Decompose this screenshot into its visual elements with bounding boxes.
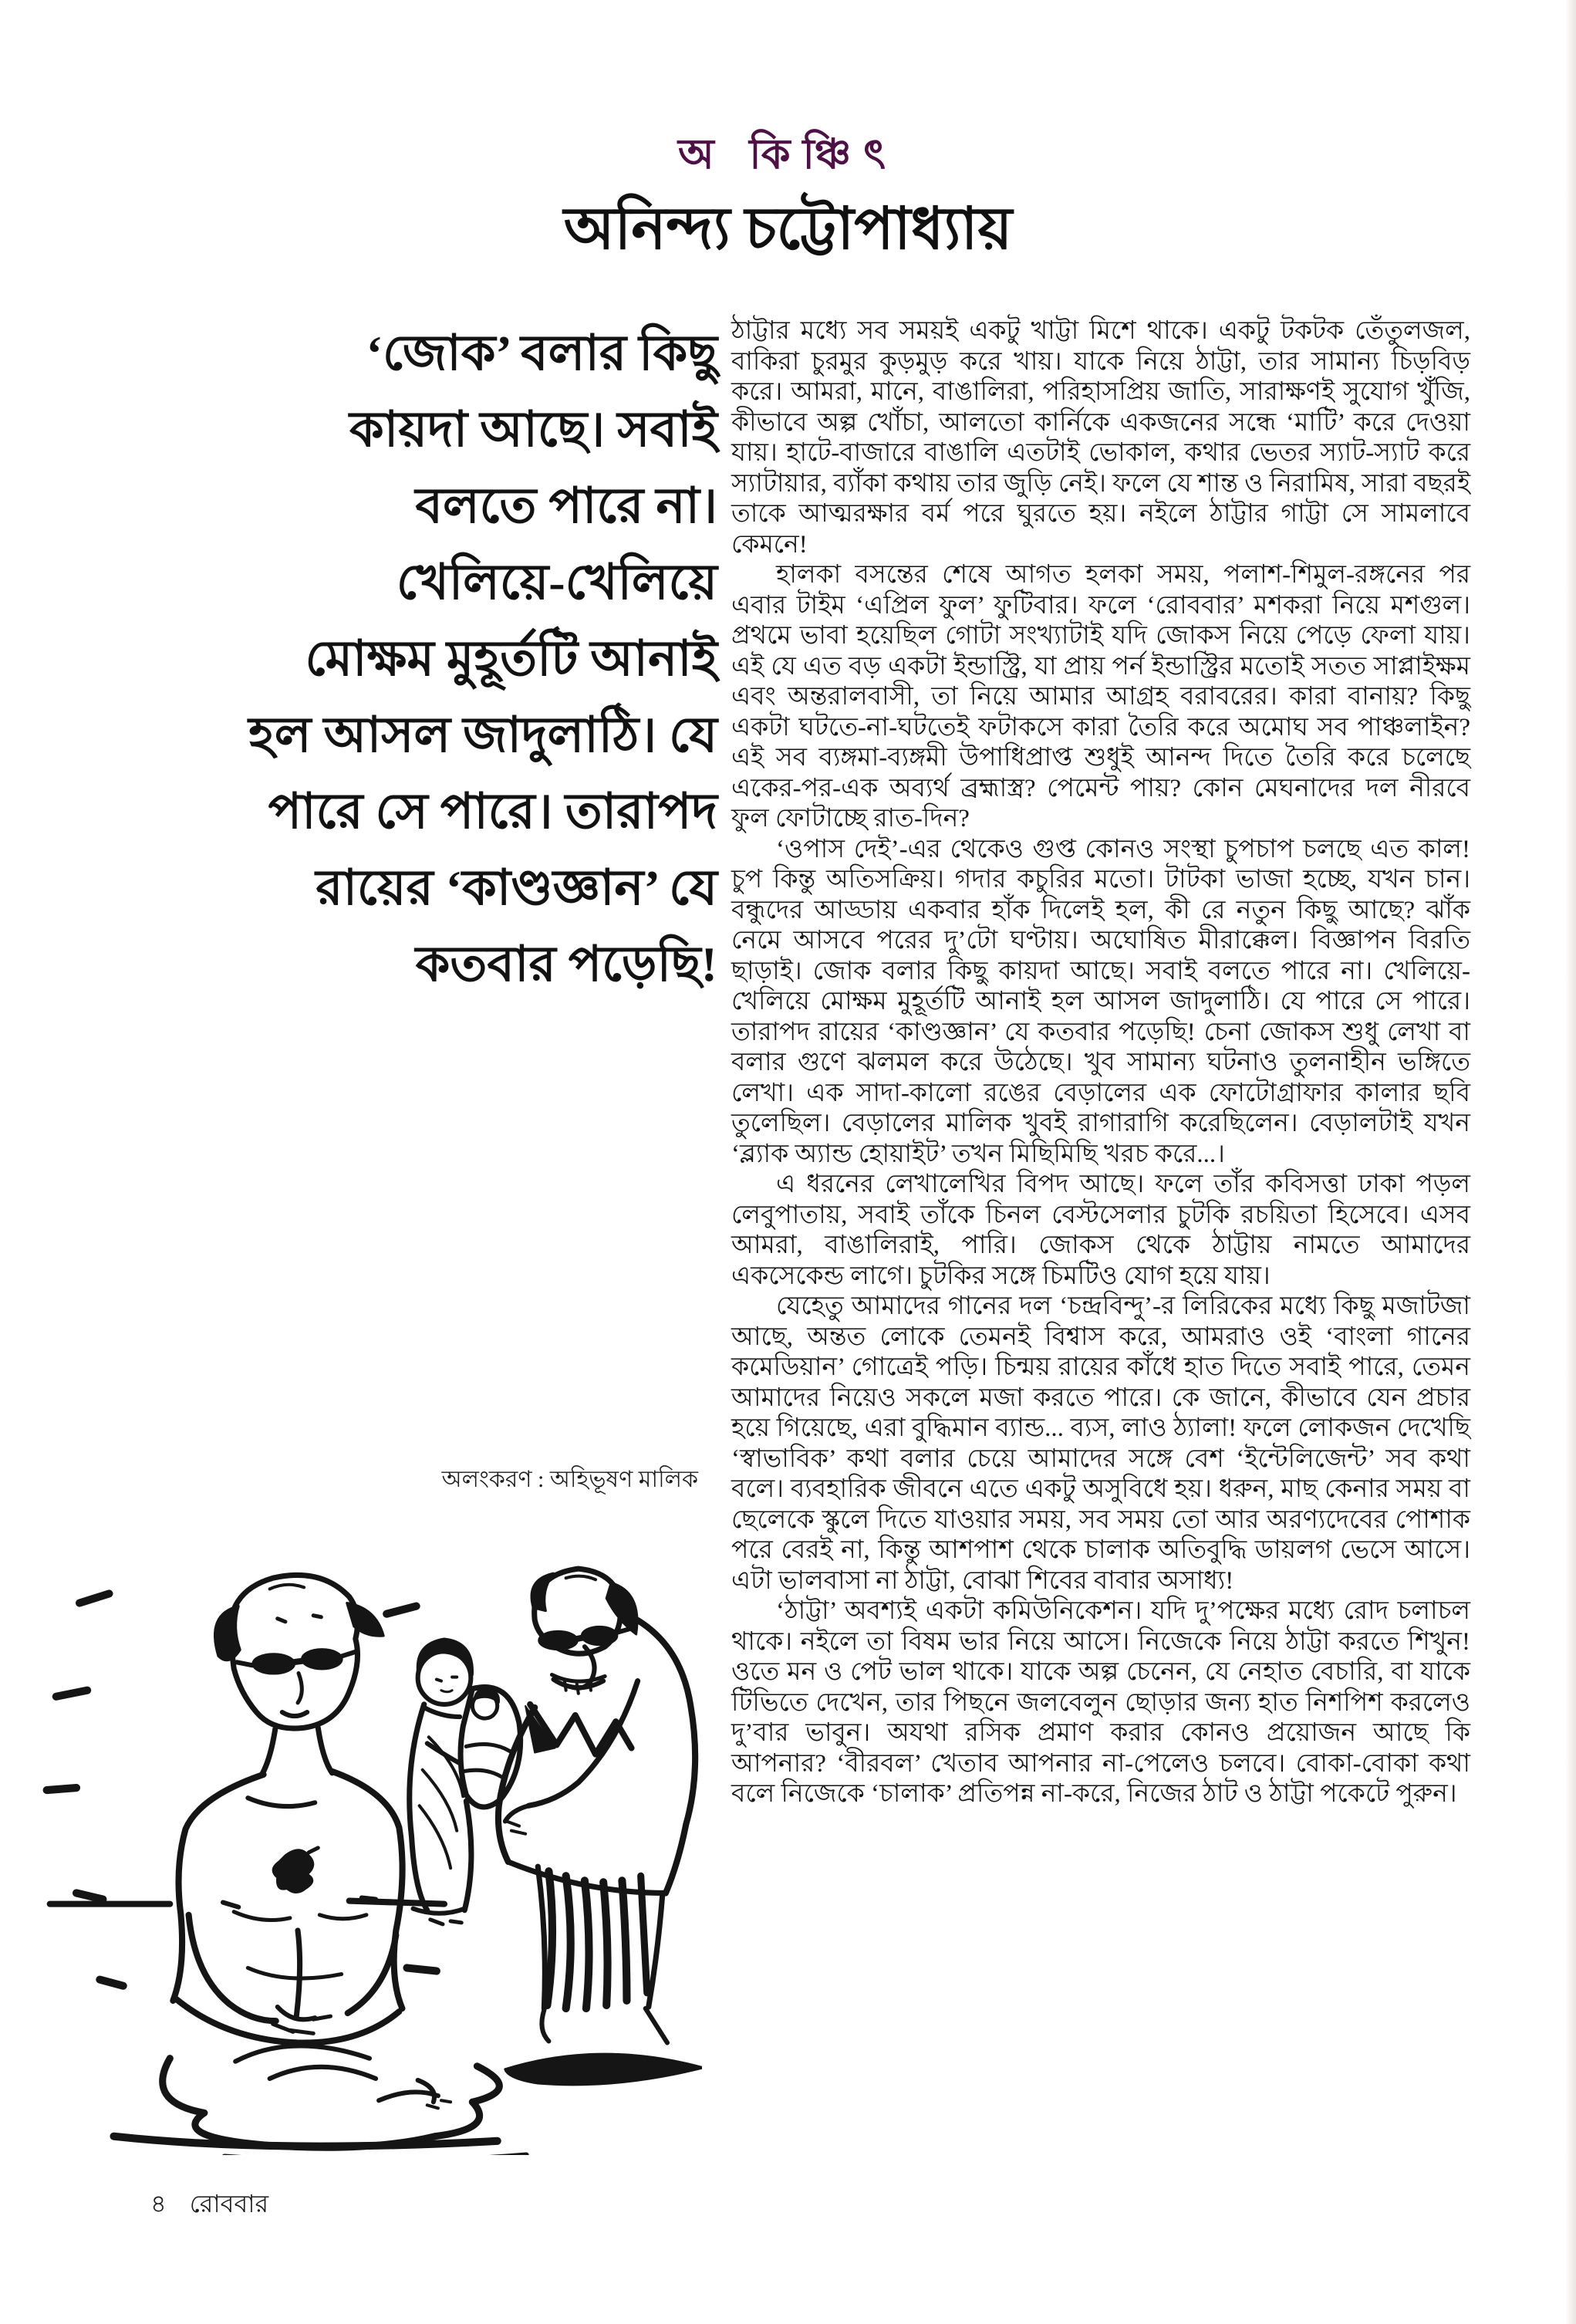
article-paragraph: ঠাট্টার মধ্যে সব সময়ই একটু খাট্টা মিশে থাকে। একটু টকটক তেঁতুলজল, বাকিরা চুরমুর কুড়মুড় করে খায়। যাকে নিয়ে ঠাট্টা, তার সামান্য চিড়বিড় করে। আমরা, মানে, বাঙালিরা, পরিহাসপ্রিয় জাতি, সারাক্ষণই সুযোগ খুঁজি, কীভাবে অল্প খোঁচা, আলতো কার্নিকে একজনের সন্ধে ‘মাটি’ করে দেওয়া যায়। হাটে-বাজারে বাঙালি এতটাই ভোকাল, কথার ভেতর স্যাট-স্যাট করে স্যাটায়ার, ব্যাঁকা কথায় তার জুড়ি নেই। ফলে যে শান্ত ও নিরামিষ, সারা বছরই তাকে আত্মরক্ষার বর্ম পরে ঘুরতে হয়। নইলে ঠাট্টার গাট্টা সে সামলাবে কেমনে! bbox=[731, 317, 1470, 559]
page-number: ৪ bbox=[150, 2190, 167, 2218]
page-scan-edge bbox=[1565, 0, 1576, 2324]
pull-quote-line: কতবার পড়েছি! bbox=[415, 937, 717, 991]
cartoon-illustration bbox=[39, 1562, 702, 2155]
page-footer bbox=[150, 2184, 268, 2226]
article-paragraph: ‘ওপাস দেই’-এর থেকেও গুপ্ত কোনও সংস্থা চুপচাপ চলছে এত কাল! চুপ কিন্তু অতিসক্রিয়। গদার কচুরির মতো। টাটকা ভাজা হচ্ছে, যখন চান। বন্ধুদের আড্ডায় একবার হাঁক দিলেই হল, কী রে নতুন কিছু আছে? ঝাঁক নেমে আসবে পরের দু’টো ঘণ্টায়। অঘোষিত মীরাক্কেল। বিজ্ঞাপন বিরতি ছাড়াই। জোক বলার কিছু কায়দা আছে। সবাই বলতে পারে না। খেলিয়ে-খেলিয়ে মোক্ষম মুহূর্তটি আনাই হল আসল জাদুলাঠি। যে পারে সে পারে। তারাপদ রায়ের ‘কাণ্ডজ্ঞান’ যে কতবার পড়েছি! চেনা জোকস শুধু লেখা বা বলার গুণে ঝলমল করে উঠেছে। খুব সামান্য ঘটনাও তুলনাহীন ভঙ্গিতে লেখা। এক সাদা-কালো রঙের বেড়ালের এক ফোটোগ্রাফার কালার ছবি তুলেছিল। বেড়ালের মালিক খুবই রাগারাগি করেছিলেন। বেড়ালটাই যখন ‘ব্ল্যাক অ্যান্ড হোয়াইট’ তখন মিছিমিছি খরচ করে...। bbox=[731, 835, 1470, 1168]
bowing-man bbox=[498, 1569, 702, 2085]
article-body bbox=[731, 316, 1470, 1810]
article-paragraph: হালকা বসন্তের শেষে আগত হলকা সময়, পলাশ-শিমুল-রঙ্গনের পর এবার টাইম ‘এপ্রিল ফুল’ ফুটিবার। ফলে ‘রোববার’ মশকরা নিয়ে মশগুল। প্রথমে ভাবা হয়েছিল গোটা সংখ্যাটাই যদি জোকস নিয়ে পেড়ে ফেলা যায়। এই যে এত বড় একটা ইন্ডাস্ট্রি, যা প্রায় পর্ন ইন্ডাস্ট্রির মতোই সতত সাপ্লাইক্ষম এবং অন্তরালবাসী, তা নিয়ে আমার আগ্রহ বরাবরের। কারা বানায়? কিছু একটা ঘটতে-না-ঘটতেই ফটাকসে কারা তৈরি করে অমোঘ সব পাঞ্চলাইন? এই সব ব্যঙ্গমা-ব্যঙ্গমী উপাধিপ্রাপ্ত শুধুই আনন্দ দিতে তৈরি করে চলেছে একের-পর-এক অব্যর্থ ব্রহ্মাস্ত্র? পেমেন্ট পায়? কোন মেঘনাদের দল নীরবে ফুল ফোটাচ্ছে রাত-দিন? bbox=[731, 561, 1470, 833]
pull-quote-line: রায়ের ‘কাণ্ডজ্ঞান’ যে bbox=[316, 860, 717, 915]
pull-quote-line: খেলিয়ে-খেলিয়ে bbox=[396, 555, 717, 610]
magazine-name: রোববার bbox=[189, 2190, 269, 2218]
section-kicker: অ কিঞ্চিৎ bbox=[678, 131, 898, 177]
article-paragraph: ‘ঠাট্টা’ অবশ্যই একটা কমিউনিকেশন। যদি দু’পক্ষের মধ্যে রোদ চলাচল থাকে। নইলে তা বিষম ভার নিয়ে আসে। নিজেকে নিয়ে ঠাট্টা করতে শিখুন! ওতে মন ও পেট ভাল থাকে। যাকে অল্প চেনেন, যে নেহাত বেচারি, বা যাকে টিভিতে দেখেন, তার পিছনে জলবেলুন ছোড়ার জন্য হাত নিশপিশ করলেও দু’বার ভাবুন। অযথা রসিক প্রমাণ করার কোনও প্রয়োজন আছে কি আপনার? ‘বীরবল’ খেতাব আপনার না-পেলেও চলবে। বোকা-বোকা কথা বলে নিজেকে ‘চালাক’ প্রতিপন্ন না-করে, নিজের ঠাট ও ঠাট্টা পকেটে পুরুন। bbox=[731, 1597, 1470, 1808]
pull-quote-line: হল আসল জাদুলাঠি। যে bbox=[248, 708, 717, 762]
author-byline: অনিন্দ্য চট্টোপাধ্যায় bbox=[563, 197, 1013, 262]
pull-quote-line: পারে সে পারে। তারাপদ bbox=[268, 784, 717, 839]
pull-quote-line: মোক্ষম মুহূর্তটি আনাই bbox=[305, 631, 717, 686]
illustration-credit: অলংকরণ : অহিভূষণ মালিক bbox=[441, 1467, 698, 1492]
article-paragraph: যেহেতু আমাদের গানের দল ‘চন্দ্রবিন্দু’-র লিরিকের মধ্যে কিছু মজাটজা আছে, অন্তত লোকে তেমনই বিশ্বাস করে, আমরাও ওই ‘বাংলা গানের কমেডিয়ান’ গোত্রেই পড়ি। চিন্ময় রায়ের কাঁধে হাত দিতে সবাই পারে, তেমন আমাদের নিয়েও সকলে মজা করতে পারে। কে জানে, কীভাবে যেন প্রচার হয়ে গিয়েছে, এরা বুদ্ধিমান ব্যান্ড... ব্যস, লাও ঠ্যালা! ফলে লোকজন দেখেছি ‘স্বাভাবিক’ কথা বলার চেয়ে আমাদের সঙ্গে বেশ ‘ইন্টেলিজেন্ট’ সব কথা বলে। ব্যবহারিক জীবনে এতে একটু অসুবিধে হয়। ধরুন, মাছ কেনার সময় বা ছেলেকে স্কুলে দিতে যাওয়ার সময়, সব সময় তো আর অরণ্যদেবের পোশাক পরে বেরই না, কিন্তু আশপাশ থেকে চালাক অতিবুদ্ধি ডায়লগ ভেসে আসে। এটা ভালবাসা না ঠাট্টা, বোঝা শিবের বাবার অসাধ্য! bbox=[731, 1292, 1470, 1595]
pull-quote-line: কায়দা আছে। সবাই bbox=[349, 402, 717, 457]
article-paragraph: এ ধরনের লেখালেখির বিপদ আছে। ফলে তাঁর কবিসত্তা ঢাকা পড়ল লেবুপাতায়, সবাই তাঁকে চিনল বেস্টসেলার চুটকি রচয়িতা হিসেবে। এসব আমরা, বাঙালিরাই, পারি। জোকস থেকে ঠাট্টায় নামতে আমাদের একসেকেন্ড লাগে। চুটকির সঙ্গে চিমটিও যোগ হয়ে যায়। bbox=[731, 1170, 1470, 1290]
ground-lines bbox=[50, 1901, 669, 2155]
pull-quote-line: বলতে পারে না। bbox=[415, 478, 717, 533]
pull-quote-line: ‘জোক’ বলার কিছু bbox=[366, 326, 717, 380]
pull-quote bbox=[73, 315, 717, 1002]
